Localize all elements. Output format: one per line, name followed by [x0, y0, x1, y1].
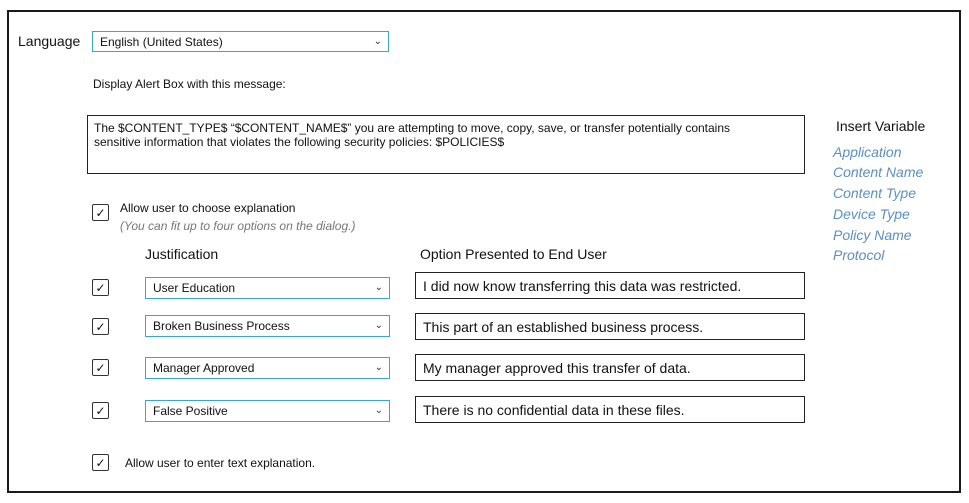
option-text-field[interactable]	[415, 396, 805, 423]
justification-select[interactable]	[145, 315, 390, 337]
checkmark-icon: ✓	[95, 319, 106, 334]
language-select-value: English (United States)	[100, 34, 223, 49]
alert-message-line: The $CONTENT_TYPE$ “$CONTENT_NAME$” you are attempting to move, copy, save, or transfer potentially contains	[94, 121, 731, 135]
justification-row-checkbox[interactable]	[92, 359, 109, 376]
justification-select-value: User Education	[153, 281, 236, 295]
checkmark-icon: ✓	[95, 403, 106, 418]
language-label: Language	[18, 33, 81, 49]
checkmark-icon: ✓	[95, 280, 106, 295]
option-text-field[interactable]	[415, 272, 805, 299]
allow-text-explanation-checkbox[interactable]	[92, 454, 109, 471]
justification-row-checkbox[interactable]	[92, 318, 109, 335]
chevron-down-icon: ⌄	[374, 404, 383, 416]
option-text-field[interactable]	[415, 313, 805, 340]
checkmark-icon: ✓	[95, 205, 106, 220]
justification-row-checkbox[interactable]	[92, 279, 109, 296]
justification-row-checkbox[interactable]	[92, 402, 109, 419]
alert-message-line: sensitive information that violates the following security policies: $POLICIES$	[94, 135, 505, 149]
justification-select-value: Manager Approved	[153, 361, 255, 375]
chevron-down-icon: ⌄	[374, 281, 383, 293]
option-text-field[interactable]	[415, 354, 805, 381]
allow-choose-explanation-checkbox[interactable]	[92, 204, 109, 221]
option-column-header: Option Presented to End User	[420, 246, 607, 262]
insert-variable-content-type[interactable]: Content Type	[833, 185, 917, 201]
checkmark-icon: ✓	[95, 360, 106, 375]
alert-message-label: Display Alert Box with this message:	[93, 77, 286, 91]
option-text-value: My manager approved this transfer of data.	[423, 359, 691, 376]
insert-variable-device-type[interactable]: Device Type	[833, 206, 910, 222]
insert-variable-protocol[interactable]: Protocol	[833, 247, 885, 263]
checkmark-icon: ✓	[95, 455, 106, 470]
insert-variable-policy-name[interactable]: Policy Name	[833, 227, 912, 243]
insert-variable-content-name[interactable]: Content Name	[833, 164, 924, 180]
chevron-down-icon: ⌄	[374, 319, 383, 331]
insert-variable-application[interactable]: Application	[833, 144, 902, 160]
option-text-value: This part of an established business process.	[423, 318, 704, 335]
language-select[interactable]	[92, 31, 389, 52]
justification-select[interactable]	[145, 400, 390, 422]
insert-variable-title: Insert Variable	[836, 118, 926, 134]
option-text-value: I did now know transferring this data was restricted.	[423, 277, 742, 294]
alert-message-textarea[interactable]	[87, 115, 805, 174]
justification-select-value: Broken Business Process	[153, 319, 290, 333]
option-text-value: There is no confidential data in these files.	[423, 401, 685, 418]
allow-text-explanation-label: Allow user to enter text explanation.	[125, 456, 316, 470]
chevron-down-icon: ⌄	[373, 35, 382, 47]
justification-select[interactable]	[145, 357, 390, 379]
explanation-hint: (You can fit up to four options on the dialog.)	[120, 219, 356, 233]
chevron-down-icon: ⌄	[374, 361, 383, 373]
justification-column-header: Justification	[145, 246, 219, 262]
allow-choose-explanation-label: Allow user to choose explanation	[120, 201, 296, 215]
justification-select-value: False Positive	[153, 404, 228, 418]
justification-select[interactable]	[145, 277, 390, 299]
